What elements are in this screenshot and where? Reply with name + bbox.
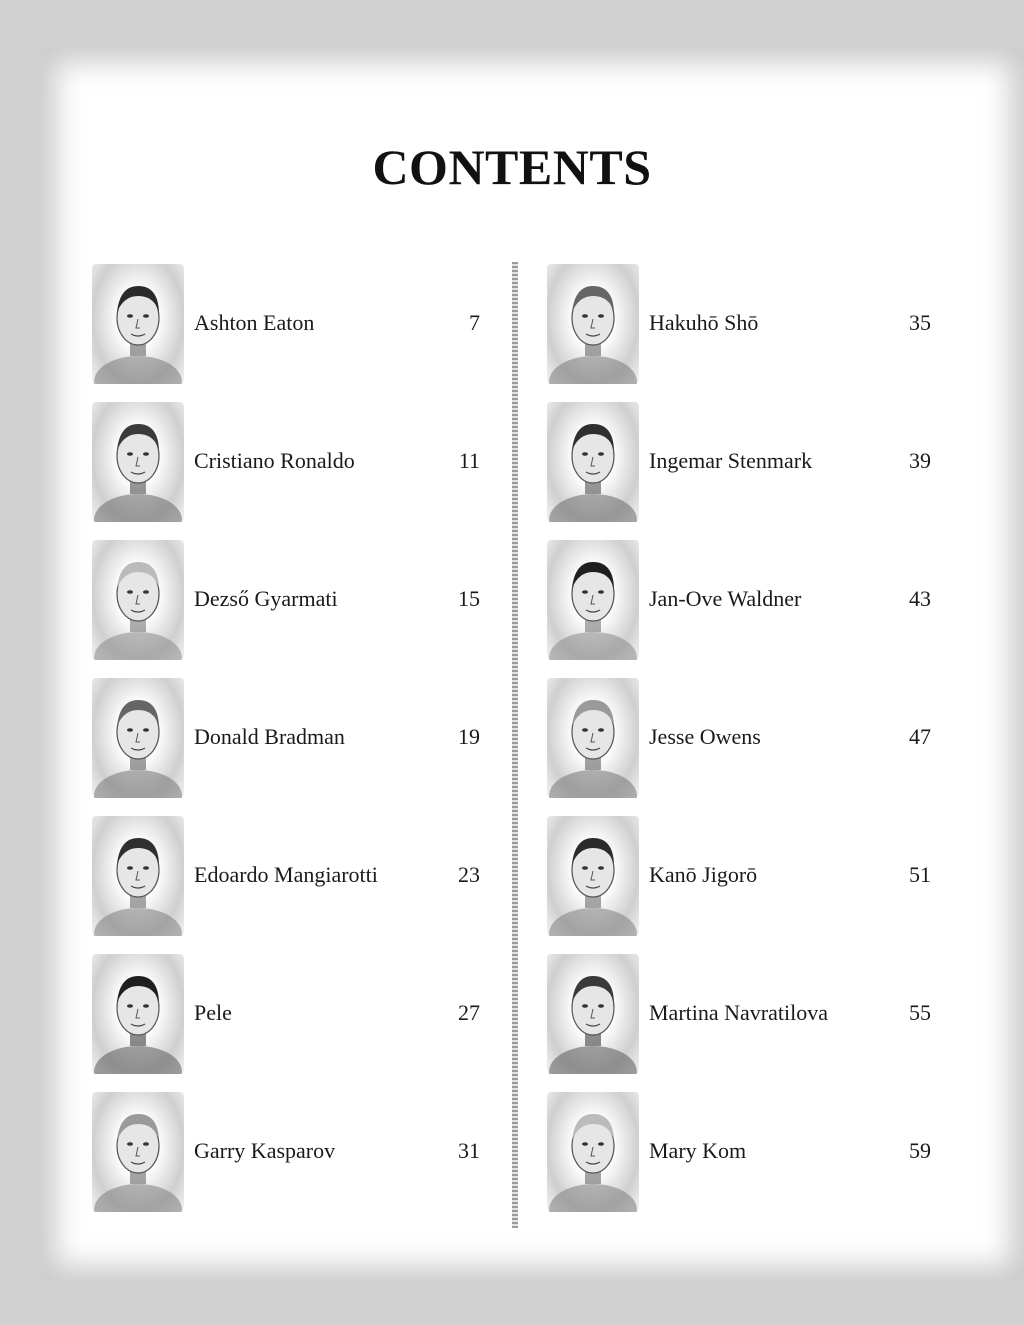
entry-page-number: 19 [458, 724, 480, 749]
portrait-icon [547, 678, 639, 798]
entry-name: Kanō Jigorō [649, 862, 758, 887]
contents-entry[interactable] [547, 400, 943, 538]
contents-entry[interactable] [92, 538, 492, 676]
contents-column-right [547, 262, 943, 1228]
contents-entry[interactable] [92, 400, 492, 538]
portrait-icon [92, 954, 184, 1074]
entry-name: Jan-Ove Waldner [649, 586, 802, 611]
contents-entry[interactable] [92, 676, 492, 814]
portrait-icon [92, 1092, 184, 1212]
contents-entry[interactable] [92, 952, 492, 1090]
contents-entry[interactable] [547, 538, 943, 676]
contents-entry[interactable] [92, 262, 492, 400]
entry-page-number: 51 [909, 862, 931, 887]
portrait-icon [92, 402, 184, 522]
portrait-icon [547, 816, 639, 936]
portrait-icon [92, 816, 184, 936]
column-divider [512, 262, 518, 1228]
contents-entry[interactable] [547, 1090, 943, 1228]
entry-page-number: 55 [909, 1000, 931, 1025]
portrait-icon [547, 264, 639, 384]
entry-name: Mary Kom [649, 1138, 747, 1163]
entry-name: Ingemar Stenmark [649, 448, 813, 473]
portrait-icon [547, 540, 639, 660]
entry-name: Cristiano Ronaldo [194, 448, 355, 473]
entry-name: Ashton Eaton [194, 310, 315, 335]
entry-name: Garry Kasparov [194, 1138, 336, 1163]
entry-page-number: 27 [458, 1000, 480, 1025]
contents-entry[interactable] [92, 1090, 492, 1228]
entry-name: Edoardo Mangiarotti [194, 862, 378, 887]
entry-name: Donald Bradman [194, 724, 345, 749]
portrait-icon [547, 954, 639, 1074]
entry-page-number: 35 [909, 310, 931, 335]
entry-page-number: 7 [469, 310, 480, 335]
entry-page-number: 59 [909, 1138, 931, 1163]
entry-name: Pele [194, 1000, 232, 1025]
entry-name: Dezső Gyarmati [194, 586, 338, 611]
portrait-icon [547, 402, 639, 522]
portrait-icon [92, 678, 184, 798]
entry-name: Jesse Owens [649, 724, 761, 749]
entry-page-number: 31 [458, 1138, 480, 1163]
entry-name: Martina Navratilova [649, 1000, 828, 1025]
entry-page-number: 43 [909, 586, 931, 611]
contents-column-left [92, 262, 492, 1228]
entry-page-number: 11 [458, 448, 480, 473]
entry-page-number: 39 [909, 448, 931, 473]
entry-name: Hakuhō Shō [649, 310, 759, 335]
portrait-icon [547, 1092, 639, 1212]
contents-entry[interactable] [547, 676, 943, 814]
entry-page-number: 23 [458, 862, 480, 887]
portrait-icon [92, 540, 184, 660]
contents-entry[interactable] [547, 262, 943, 400]
contents-entry[interactable] [547, 814, 943, 952]
contents-entry[interactable] [92, 814, 492, 952]
entry-page-number: 15 [458, 586, 480, 611]
page-title: CONTENTS [372, 139, 652, 195]
contents-entry[interactable] [547, 952, 943, 1090]
entry-page-number: 47 [909, 724, 931, 749]
portrait-icon [92, 264, 184, 384]
